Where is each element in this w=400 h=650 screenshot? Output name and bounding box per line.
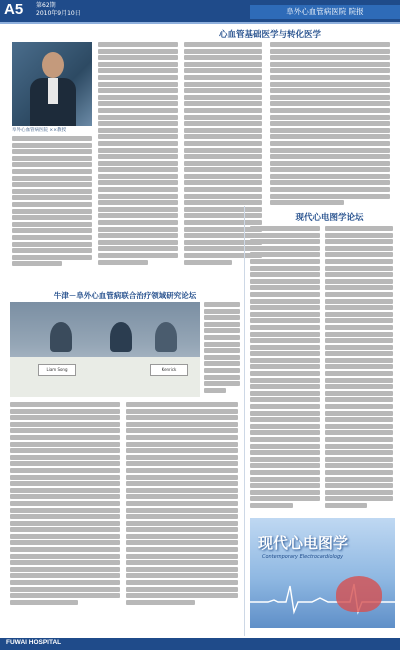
footer-bar xyxy=(0,638,400,650)
article-column-1b xyxy=(10,402,120,606)
article-column-2c xyxy=(204,302,240,394)
imaging-article-title: 现代心电图学论坛 xyxy=(295,213,364,223)
article-column-2a xyxy=(98,42,178,266)
department-tab: 阜外心血管病医院 院报 xyxy=(250,5,400,19)
header-rule xyxy=(0,22,400,24)
header-bar xyxy=(0,0,400,22)
column-divider xyxy=(244,206,245,636)
issue-number: 第62期 xyxy=(36,2,56,9)
portrait-photo xyxy=(12,42,92,126)
article-column-4a xyxy=(270,42,390,207)
issue-date: 2010年9月10日 xyxy=(36,10,81,17)
name-card-right: Kenrick xyxy=(150,364,188,376)
meeting-photo xyxy=(10,302,200,397)
article-column-3b xyxy=(250,226,320,510)
meeting-article-title: 牛津－阜外心血管病联合治疗领域研究论坛 xyxy=(53,291,197,300)
page-number: A5 xyxy=(4,1,24,18)
footer-brand: FUWAI HOSPITAL xyxy=(6,639,62,646)
banner-subtitle: Contemporary Electrocardiology xyxy=(262,554,344,560)
article-column-1a xyxy=(12,136,92,268)
article-column-4b xyxy=(325,226,393,510)
portrait-caption: 阜外心血管病医院 ××教授 xyxy=(12,128,66,133)
banner-title: 现代心电图学 xyxy=(258,535,349,552)
article-column-2b xyxy=(126,402,238,606)
issue-info xyxy=(36,2,81,18)
name-card-left: Liam Song xyxy=(38,364,76,376)
main-article-title: 心血管基础医学与转化医学 xyxy=(218,30,321,40)
heart-icon xyxy=(336,576,382,612)
ecg-banner-image xyxy=(250,518,395,628)
